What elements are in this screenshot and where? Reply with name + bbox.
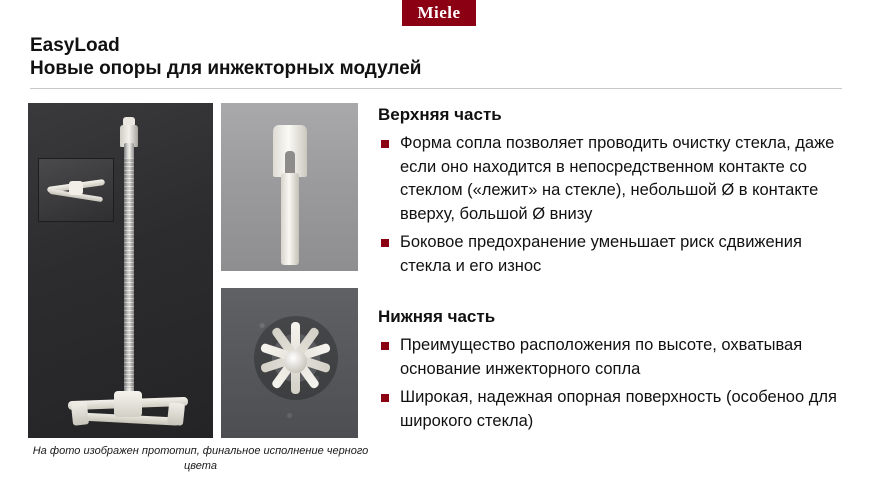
- photo-nozzle-support-full: [28, 103, 213, 438]
- content-column: [378, 104, 856, 438]
- base-center-hub-shape: [284, 350, 307, 373]
- list-item: Преимущество расположения по высоте, охватывая основание инжекторного сопла: [378, 334, 856, 381]
- nozzle-stem-ribs-shape: [124, 158, 134, 388]
- bullet-list-upper-part: [378, 132, 856, 278]
- list-item: Форма сопла позволяет проводить очистку стекла, даже если оно находится в непосредственном контакте со стеклом («лежит» на стекле), небольшой Ø в контакте вверху, большой Ø внизу: [378, 132, 856, 226]
- title-divider: [30, 88, 842, 89]
- photo-base-top-view: [221, 288, 358, 438]
- nozzle-neck-shape: [281, 173, 299, 265]
- brand-bar: [0, 0, 870, 26]
- base-foot-right-shape: [167, 402, 185, 426]
- photo-gallery: [28, 103, 358, 438]
- bullet-list-lower-part: [378, 334, 856, 433]
- miele-logo: Miele: [402, 0, 476, 26]
- section-heading-lower-part: Нижняя часть: [378, 307, 496, 326]
- inset-hub-shape: [69, 181, 83, 195]
- photo-nozzle-head-closeup: [221, 103, 358, 271]
- photo-caption: На фото изображен прототип, финальное исполнение черного цвета: [32, 445, 369, 472]
- photo-base-inset: [38, 158, 114, 222]
- base-hub-shape: [114, 391, 142, 417]
- list-item: Боковое предохранение уменьшает риск сдвижения стекла и его износ: [378, 231, 856, 278]
- page-title: [30, 34, 730, 81]
- title-primary: EasyLoad: [30, 35, 120, 56]
- list-item: Широкая, надежная опорная поверхность (особеноо для широкого стекла): [378, 386, 856, 433]
- section-heading-upper-part: Верхняя часть: [378, 105, 502, 124]
- title-secondary: Новые опоры для инжекторных модулей: [30, 58, 422, 79]
- base-foot-left-shape: [71, 402, 89, 426]
